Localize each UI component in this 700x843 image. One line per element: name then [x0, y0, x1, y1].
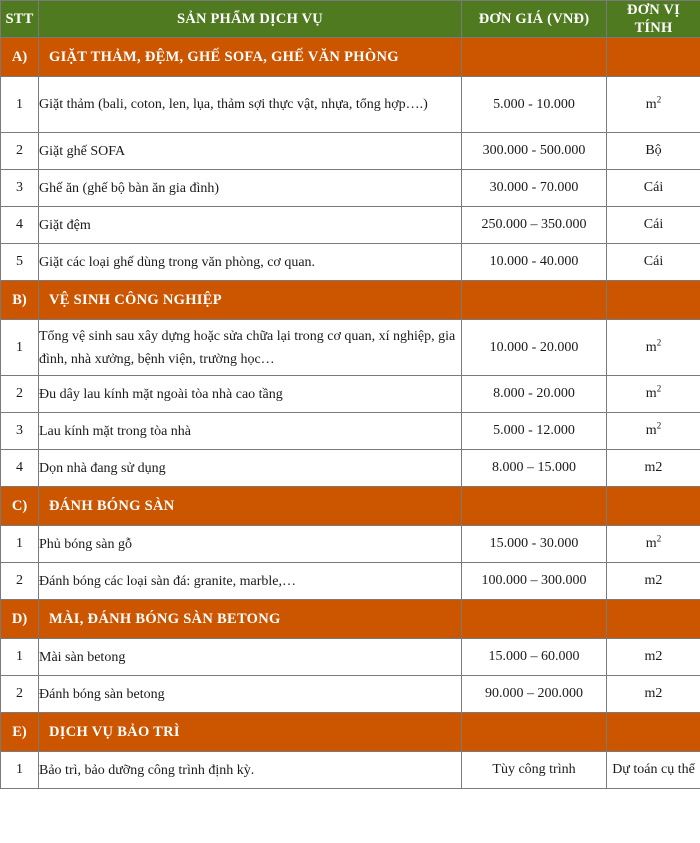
row-price: 250.000 – 350.000: [462, 207, 607, 244]
table-header: [1, 1, 700, 38]
row-unit: [607, 639, 700, 676]
unit-superscript: 2: [656, 337, 662, 348]
table-body: [1, 38, 700, 789]
row-service-name: Mài sàn betong: [39, 639, 462, 676]
row-unit-text: m: [645, 96, 657, 112]
row-price: 90.000 – 200.000: [462, 676, 607, 713]
table-row: [1, 244, 700, 281]
row-unit-text: m2: [644, 460, 663, 476]
section-row: [1, 600, 700, 639]
row-price: 5.000 - 10.000: [462, 77, 607, 133]
row-service-name: Phủ bóng sàn gỗ: [39, 526, 462, 563]
unit-superscript: 2: [656, 420, 662, 431]
table-header-row: [1, 1, 700, 38]
section-letter: D): [1, 600, 39, 639]
row-unit: [607, 207, 700, 244]
table-row: [1, 170, 700, 207]
unit-superscript: 2: [656, 533, 662, 544]
section-price-blank: [462, 487, 607, 526]
section-title: GIẶT THẢM, ĐỆM, GHẾ SOFA, GHẾ VĂN PHÒNG: [39, 38, 462, 77]
row-index: 3: [1, 413, 39, 450]
row-unit: [607, 133, 700, 170]
row-index: 4: [1, 207, 39, 244]
row-index: 2: [1, 563, 39, 600]
row-index: 5: [1, 244, 39, 281]
row-price: 300.000 - 500.000: [462, 133, 607, 170]
row-unit: [607, 376, 700, 413]
section-price-blank: [462, 600, 607, 639]
section-price-blank: [462, 38, 607, 77]
row-unit-text: m2: [644, 686, 663, 702]
section-letter: B): [1, 281, 39, 320]
row-unit-text: Dự toán cụ thể: [612, 762, 695, 778]
table-row: [1, 450, 700, 487]
row-service-name: Lau kính mặt trong tòa nhà: [39, 413, 462, 450]
section-row: [1, 38, 700, 77]
row-price: 8.000 - 20.000: [462, 376, 607, 413]
row-unit-text: m: [645, 339, 657, 355]
section-unit-blank: [607, 487, 700, 526]
section-title: MÀI, ĐÁNH BÓNG SÀN BETONG: [39, 600, 462, 639]
section-letter: C): [1, 487, 39, 526]
section-price-blank: [462, 713, 607, 752]
column-header-stt: STT: [1, 1, 39, 38]
row-service-name: Tổng vệ sinh sau xây dựng hoặc sửa chữa lại trong cơ quan, xí nghiệp, gia đình, nhà xưởng, bệnh viện, trường học…: [39, 320, 462, 376]
section-unit-blank: [607, 38, 700, 77]
row-price: 15.000 – 60.000: [462, 639, 607, 676]
table-row: [1, 752, 700, 789]
row-unit: [607, 450, 700, 487]
row-index: 1: [1, 752, 39, 789]
row-unit: [607, 244, 700, 281]
row-service-name: Ghế ăn (ghế bộ bàn ăn gia đình): [39, 170, 462, 207]
row-service-name: Giặt ghế SOFA: [39, 133, 462, 170]
row-unit-text: m2: [644, 649, 663, 665]
unit-superscript: 2: [656, 383, 662, 394]
column-header-price: ĐƠN GIÁ (VNĐ): [462, 1, 607, 38]
section-title: ĐÁNH BÓNG SÀN: [39, 487, 462, 526]
row-unit: [607, 170, 700, 207]
row-price: 100.000 – 300.000: [462, 563, 607, 600]
table-row: [1, 77, 700, 133]
row-unit: [607, 752, 700, 789]
row-service-name: Bảo trì, bảo dưỡng công trình định kỳ.: [39, 752, 462, 789]
table-row: [1, 133, 700, 170]
row-price: Tùy công trình: [462, 752, 607, 789]
row-unit-text: m2: [644, 573, 663, 589]
row-price: 15.000 - 30.000: [462, 526, 607, 563]
row-unit: [607, 676, 700, 713]
row-price: 10.000 - 20.000: [462, 320, 607, 376]
section-unit-blank: [607, 713, 700, 752]
section-title: DỊCH VỤ BẢO TRÌ: [39, 713, 462, 752]
row-unit-text: m: [645, 536, 657, 552]
row-index: 1: [1, 526, 39, 563]
row-index: 2: [1, 133, 39, 170]
row-unit-text: m: [645, 386, 657, 402]
row-unit-text: m: [645, 423, 657, 439]
row-index: 3: [1, 170, 39, 207]
section-row: [1, 281, 700, 320]
row-index: 4: [1, 450, 39, 487]
row-unit-text: Cái: [643, 254, 664, 270]
table-row: [1, 563, 700, 600]
table-row: [1, 207, 700, 244]
section-price-blank: [462, 281, 607, 320]
row-unit: [607, 413, 700, 450]
table-row: [1, 376, 700, 413]
row-service-name: Giặt đệm: [39, 207, 462, 244]
row-price: 30.000 - 70.000: [462, 170, 607, 207]
table-row: [1, 526, 700, 563]
row-service-name: Đánh bóng sàn betong: [39, 676, 462, 713]
section-letter: A): [1, 38, 39, 77]
row-unit-text: Bộ: [645, 143, 662, 159]
row-unit-text: Cái: [643, 217, 664, 233]
row-service-name: Giặt các loại ghế dùng trong văn phòng, cơ quan.: [39, 244, 462, 281]
row-unit: [607, 526, 700, 563]
table-row: [1, 639, 700, 676]
section-row: [1, 713, 700, 752]
column-header-unit: ĐƠN VỊ TÍNH: [607, 1, 700, 38]
section-unit-blank: [607, 600, 700, 639]
row-price: 5.000 - 12.000: [462, 413, 607, 450]
row-service-name: Đu dây lau kính mặt ngoài tòa nhà cao tầng: [39, 376, 462, 413]
row-service-name: Đánh bóng các loại sàn đá: granite, marble,…: [39, 563, 462, 600]
table-row: [1, 320, 700, 376]
row-index: 2: [1, 376, 39, 413]
row-service-name: Dọn nhà đang sử dụng: [39, 450, 462, 487]
row-service-name: Giặt thảm (bali, coton, len, lụa, thảm sợi thực vật, nhựa, tổng hợp….): [39, 77, 462, 133]
section-letter: E): [1, 713, 39, 752]
row-unit: [607, 563, 700, 600]
table-row: [1, 413, 700, 450]
row-index: 1: [1, 639, 39, 676]
section-title: VỆ SINH CÔNG NGHIỆP: [39, 281, 462, 320]
row-price: 8.000 – 15.000: [462, 450, 607, 487]
row-unit: [607, 77, 700, 133]
row-unit-text: Cái: [643, 180, 664, 196]
column-header-service-name: SẢN PHẨM DỊCH VỤ: [39, 1, 462, 38]
row-index: 2: [1, 676, 39, 713]
section-unit-blank: [607, 281, 700, 320]
unit-superscript: 2: [656, 94, 662, 105]
table-row: [1, 676, 700, 713]
row-unit: [607, 320, 700, 376]
row-price: 10.000 - 40.000: [462, 244, 607, 281]
section-row: [1, 487, 700, 526]
row-index: 1: [1, 77, 39, 133]
row-index: 1: [1, 320, 39, 376]
